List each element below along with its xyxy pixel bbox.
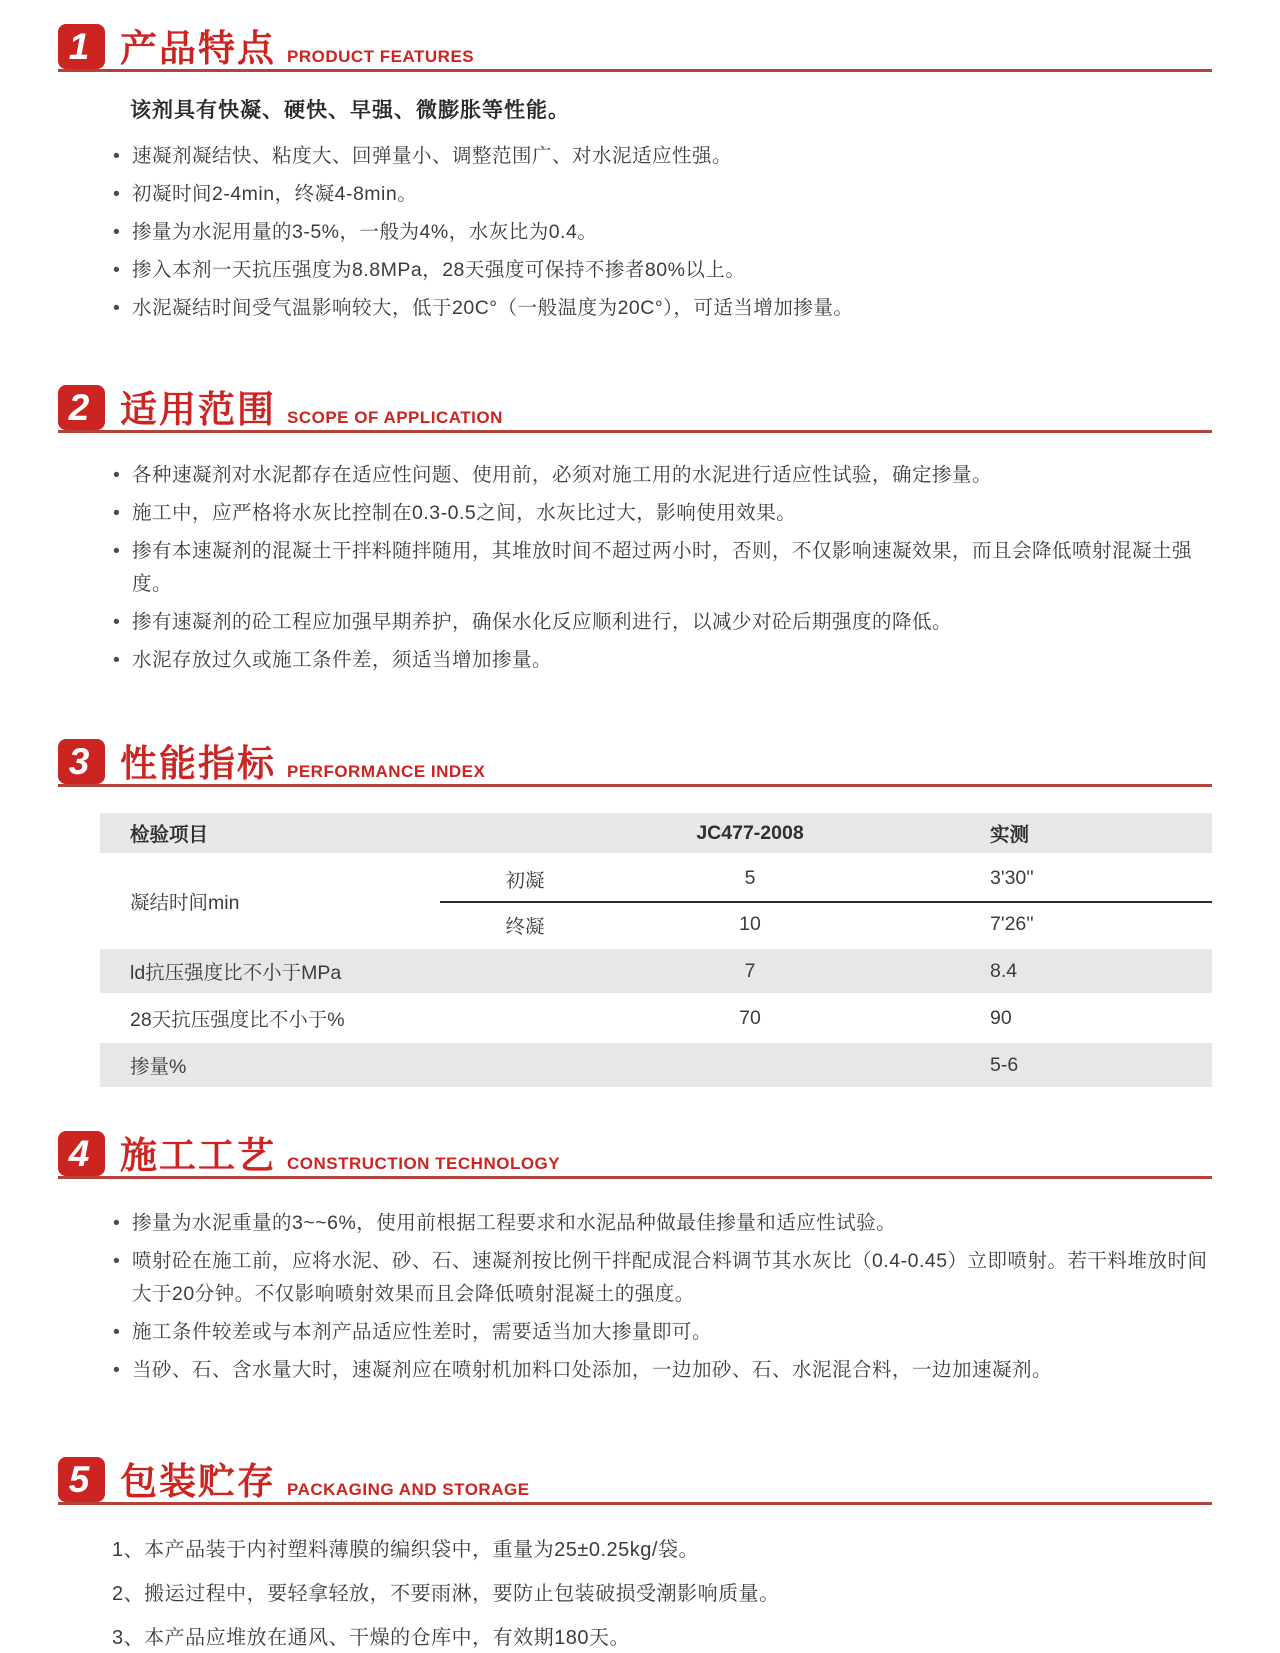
cell-sub-label: 终凝 bbox=[505, 915, 545, 938]
section-number-badge: 1 bbox=[58, 24, 105, 69]
header-cell-standard: JC477-2008 bbox=[696, 821, 804, 844]
cell-sub-label: 初凝 bbox=[505, 869, 545, 892]
section-subtitle: PERFORMANCE INDEX bbox=[287, 762, 486, 781]
cell-standard: 70 bbox=[739, 1006, 761, 1029]
bullet-item: • 水泥存放过久或施工条件差，须适当增加掺量。 bbox=[110, 644, 1212, 677]
header-cell-measured: 实测 bbox=[990, 824, 1030, 846]
bullet-item: • 掺量为水泥用量的3-5%，一般为4%，水灰比为0.4。 bbox=[110, 216, 1212, 249]
construction-list bbox=[110, 1207, 1212, 1387]
section-packaging-storage bbox=[58, 1457, 1212, 1653]
scope-list bbox=[110, 459, 1212, 677]
section-title: 施工工艺 bbox=[120, 1135, 276, 1176]
table-subrow-initial-set bbox=[440, 856, 1212, 901]
bullet-item: • 掺量为水泥重量的3~~6%，使用前根据工程要求和水泥品种做最佳掺量和适应性试验。 bbox=[110, 1207, 1212, 1240]
features-list bbox=[110, 140, 1212, 325]
bullet-item: • 掺有本速凝剂的混凝土干拌料随拌随用，其堆放时间不超过两小时，否则，不仅影响速凝效果，而且会降低喷射混凝土强度。 bbox=[110, 535, 1212, 601]
bullet-item: • 当砂、石、含水量大时，速凝剂应在喷射机加料口处添加，一边加砂、石、水泥混合料，一边加速凝剂。 bbox=[110, 1354, 1212, 1387]
bullet-item: • 喷射砼在施工前，应将水泥、砂、石、速凝剂按比例干拌配成混合料调节其水灰比（0.4-0.45）立即喷射。若干料堆放时间大于20分钟。不仅影响喷射效果而且会降低喷射混凝土的强度。 bbox=[110, 1245, 1212, 1311]
section-number-badge: 4 bbox=[58, 1131, 105, 1176]
features-intro: 该剂具有快凝、硬快、早强、微膨胀等性能。 bbox=[130, 99, 570, 122]
cell-measured: 7'26'' bbox=[990, 913, 1034, 935]
section-header bbox=[58, 739, 1212, 787]
bullet-item: • 施工条件较差或与本剂产品适应性差时，需要适当加大掺量即可。 bbox=[110, 1316, 1212, 1349]
section-performance-index bbox=[58, 739, 1212, 1087]
table-row bbox=[100, 1043, 1212, 1087]
cell-label: 掺量% bbox=[130, 1056, 187, 1078]
table-header-row bbox=[100, 813, 1212, 853]
cell-measured: 5-6 bbox=[990, 1053, 1019, 1076]
section-number-badge: 3 bbox=[58, 739, 105, 784]
section-title: 包装贮存 bbox=[120, 1461, 276, 1502]
cell-label: 28天抗压强度比不小于% bbox=[130, 1009, 345, 1031]
cell-standard: 7 bbox=[744, 959, 756, 982]
section-scope-of-application bbox=[58, 385, 1212, 677]
cell-measured: 90 bbox=[990, 1006, 1012, 1029]
section-title: 适用范围 bbox=[120, 389, 276, 430]
section-header bbox=[58, 385, 1212, 433]
numbered-item: 1、本产品装于内衬塑料薄膜的编织袋中，重量为25±0.25kg/袋。 bbox=[112, 1539, 699, 1561]
section-header bbox=[58, 1457, 1212, 1505]
section-construction-technology bbox=[58, 1131, 1212, 1387]
setting-time-subrows bbox=[440, 856, 1212, 946]
bullet-item: • 速凝剂凝结快、粘度大、回弹量小、调整范围广、对水泥适应性强。 bbox=[110, 140, 1212, 173]
table-row bbox=[100, 949, 1212, 993]
numbered-item: 3、本产品应堆放在通风、干燥的仓库中，有效期180天。 bbox=[112, 1627, 630, 1649]
packaging-list bbox=[112, 1535, 1212, 1653]
table-row-setting-time bbox=[100, 856, 1212, 946]
cell-standard: 10 bbox=[739, 913, 761, 935]
bullet-item: • 初凝时间2-4min，终凝4-8min。 bbox=[110, 178, 1212, 211]
cell-standard: 5 bbox=[744, 867, 756, 889]
section-header bbox=[58, 24, 1212, 72]
table-row bbox=[100, 996, 1212, 1040]
section-subtitle: PACKAGING AND STORAGE bbox=[287, 1480, 530, 1499]
table-subrow-final-set bbox=[440, 901, 1212, 946]
section-number-badge: 2 bbox=[58, 385, 105, 430]
cell-label: ld抗压强度比不小于MPa bbox=[130, 962, 342, 984]
cell-measured: 3'30'' bbox=[990, 867, 1034, 889]
bullet-item: • 掺有速凝剂的砼工程应加强早期养护，确保水化反应顺利进行，以减少对砼后期强度的降低。 bbox=[110, 606, 1212, 639]
numbered-item: 2、搬运过程中，要轻拿轻放，不要雨淋，要防止包装破损受潮影响质量。 bbox=[112, 1583, 780, 1605]
section-subtitle: CONSTRUCTION TECHNOLOGY bbox=[287, 1154, 561, 1173]
bullet-item: • 各种速凝剂对水泥都存在适应性问题、使用前，必须对施工用的水泥进行适应性试验，确定掺量。 bbox=[110, 459, 1212, 492]
bullet-item: • 施工中，应严格将水灰比控制在0.3-0.5之间，水灰比过大，影响使用效果。 bbox=[110, 497, 1212, 530]
cell-measured: 8.4 bbox=[990, 959, 1018, 982]
cell-label: 凝结时间min bbox=[130, 892, 240, 914]
performance-table bbox=[100, 813, 1212, 1087]
header-cell-item: 检验项目 bbox=[130, 824, 209, 846]
section-number-badge: 5 bbox=[58, 1457, 105, 1502]
section-title: 性能指标 bbox=[120, 743, 276, 784]
section-subtitle: SCOPE OF APPLICATION bbox=[287, 408, 503, 427]
bullet-item: • 掺入本剂一天抗压强度为8.8MPa，28天强度可保持不掺者80%以上。 bbox=[110, 254, 1212, 287]
section-subtitle: PRODUCT FEATURES bbox=[287, 47, 475, 66]
bullet-item: • 水泥凝结时间受气温影响较大，低于20C°（一般温度为20C°），可适当增加掺量。 bbox=[110, 292, 1212, 325]
section-product-features bbox=[58, 0, 1212, 325]
section-title: 产品特点 bbox=[120, 28, 276, 69]
section-header bbox=[58, 1131, 1212, 1179]
